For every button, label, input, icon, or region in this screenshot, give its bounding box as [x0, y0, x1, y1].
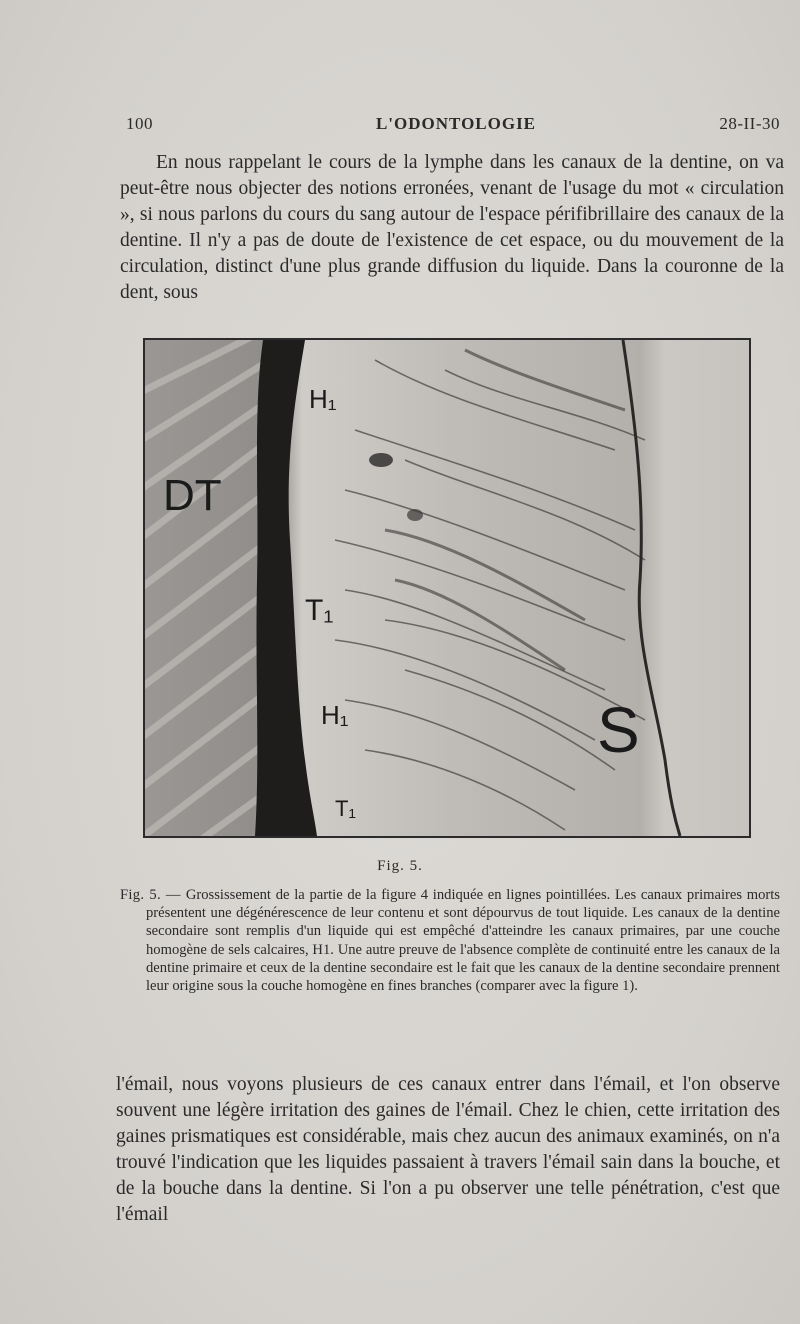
- figure-caption: [120, 886, 780, 995]
- body-paragraph-top: En nous rappelant le cours de la lymphe dans les canaux de la dentine, on va peut-être nous objecter des notions erronées, venant de l'usage du mot « circulation », si nous parlons du cours du sang autour de l'espace périfibrillaire des canaux de la dentine. Il n'y a pas de doute de l'existence de cet espace, ou du mouvement de la circulation, distinct d'une plus grande diffusion du liquide. Dans la couronne de la dent, sous: [120, 152, 784, 303]
- caption-lead: Fig. 5. —: [120, 887, 186, 903]
- label-t1-top: T₁: [305, 594, 334, 627]
- body-paragraph-bottom: l'émail, nous voyons plusieurs de ces canaux entrer dans l'émail, et l'on observe souvent une légère irritation des gaines de l'émail. Chez le chien, cette irritation des gaines prismatiques est considérable, mais chez aucun des animaux examinés, on n'a trouvé l'indication que les liquides passaient à travers l'émail sain dans la bouche, et de la bouche dans la dentine. Si l'on a pu observer une telle pénétration, c'est que l'émail: [116, 1074, 780, 1225]
- caption-text: Grossissement de la partie de la figure 4 indiquée en lignes pointillées. Les canaux primaires morts présentent une dégénérescence de leur contenu et sont dépourvus de tout liquide. Les canaux de la dentine secondaire sont remplis d'un liquide qui est empêché d'atteindre les canaux primaires, par une couche homogène de sels calcaires, H1. Une autre preuve de l'absence complète de continuité entre les canaux de la dentine primaire et ceux de la dentine secondaire est le fait que les canaux de la dentine secondaire prennent leur origine sous la couche homogène en fines branches (comparer avec la figure 1).: [146, 887, 780, 995]
- running-header: [126, 112, 786, 140]
- label-t1-bottom: T₁: [335, 796, 356, 821]
- figure-title: Fig. 5.: [377, 858, 423, 874]
- label-h1-bottom: H₁: [321, 700, 349, 730]
- label-h1-top: H₁: [309, 384, 337, 414]
- micrograph-figure: [143, 338, 751, 838]
- micrograph-image: [145, 340, 749, 836]
- journal-title: L'ODONTOLOGIE: [375, 114, 537, 133]
- label-s: S: [597, 694, 640, 766]
- label-dt: DT: [163, 471, 222, 520]
- page-number: 100: [126, 114, 153, 133]
- issue-date: 28-II-30: [719, 114, 780, 133]
